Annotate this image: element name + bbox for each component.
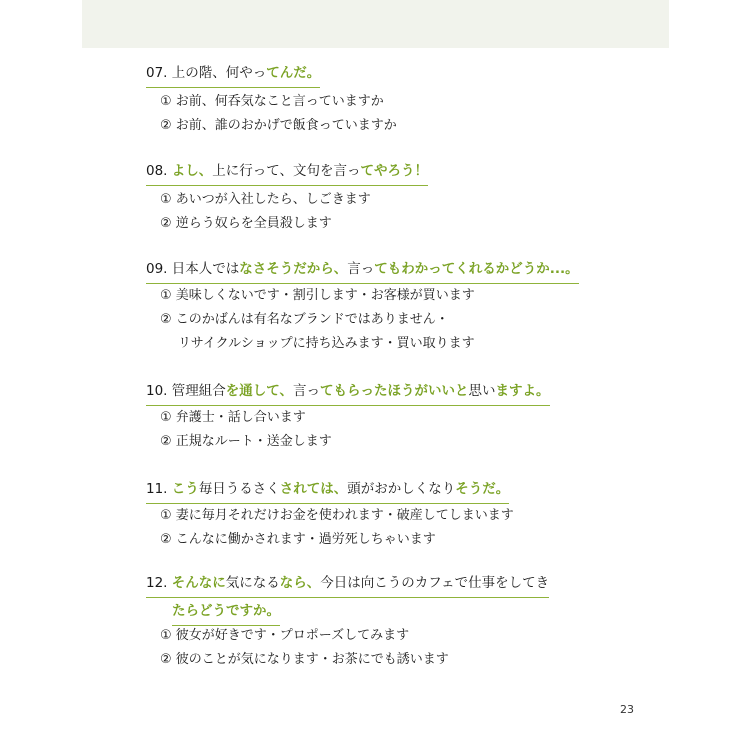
answer-item: ① あいつが入社したら、しごきます: [160, 192, 371, 207]
answer-item: ② このかばんは有名なブランドではありません・: [160, 312, 449, 327]
question-highlight: されては、: [279, 481, 348, 497]
question-12-continuation: [172, 598, 280, 626]
question-number: 11.: [146, 481, 168, 497]
question-text: 思い: [468, 383, 496, 399]
question-12: [146, 570, 549, 598]
question-number: 12.: [146, 575, 168, 591]
question-text: 頭がおかしくなり: [347, 481, 456, 497]
header-band: [82, 0, 669, 48]
question-highlight: ますよ。: [495, 383, 550, 399]
question-number: 08.: [146, 163, 168, 179]
question-number: 09.: [146, 261, 168, 277]
question-07: [146, 60, 320, 88]
question-09: [146, 256, 579, 284]
question-highlight: そうだ。: [455, 481, 510, 497]
answer-item: ② 逆らう奴らを全員殺します: [160, 216, 332, 231]
answer-item: ① 弁護士・話し合います: [160, 410, 306, 425]
question-highlight: よし、: [171, 163, 213, 179]
question-10: [146, 378, 550, 406]
question-highlight: ...。: [549, 261, 579, 277]
question-text: 管理組合: [171, 383, 226, 399]
question-highlight: てやろう！: [360, 163, 429, 179]
question-text: 日本人では: [171, 261, 240, 277]
question-number: 10.: [146, 383, 168, 399]
question-highlight: てもらったほうがいいと: [320, 383, 469, 399]
answer-item: リサイクルショップに持ち込みます・買い取ります: [178, 336, 475, 351]
question-highlight: なさそうだから、: [239, 261, 348, 277]
question-highlight: を通して、: [225, 383, 294, 399]
question-highlight: こう: [171, 481, 199, 497]
answer-item: ② 正規なルート・送金します: [160, 434, 332, 449]
question-text: 今日は向こうのカフェで仕事をしてき: [320, 575, 550, 591]
question-11: [146, 476, 509, 504]
answer-item: ② こんなに働かされます・過労死しちゃいます: [160, 532, 436, 547]
question-highlight: そんなに: [171, 575, 226, 591]
page-number: 23: [620, 703, 634, 716]
answer-item: ② お前、誰のおかげで飯食っていますか: [160, 118, 397, 133]
question-highlight: てんだ。: [266, 65, 321, 81]
question-text: 気になる: [225, 575, 280, 591]
question-08: [146, 158, 428, 186]
answer-item: ① お前、何呑気なこと言っていますか: [160, 94, 384, 109]
question-text: 言っ: [347, 261, 375, 277]
question-highlight: なら、: [279, 575, 321, 591]
question-highlight: てもわかってくれるかどうか: [374, 261, 550, 277]
question-text: 上に行って、文句を言っ: [212, 163, 361, 179]
question-text: 毎日うるさく: [198, 481, 280, 497]
answer-item: ① 美味しくないです・割引します・お客様が買います: [160, 288, 475, 303]
question-text: 言っ: [293, 383, 321, 399]
answer-item: ② 彼のことが気になります・お茶にでも誘います: [160, 652, 449, 667]
answer-item: ① 妻に毎月それだけお金を使われます・破産してしまいます: [160, 508, 514, 523]
question-text: 07. 上の階、何やっ: [146, 65, 267, 81]
question-highlight: たらどうですか。: [172, 603, 280, 619]
answer-item: ① 彼女が好きです・プロポーズしてみます: [160, 628, 410, 643]
